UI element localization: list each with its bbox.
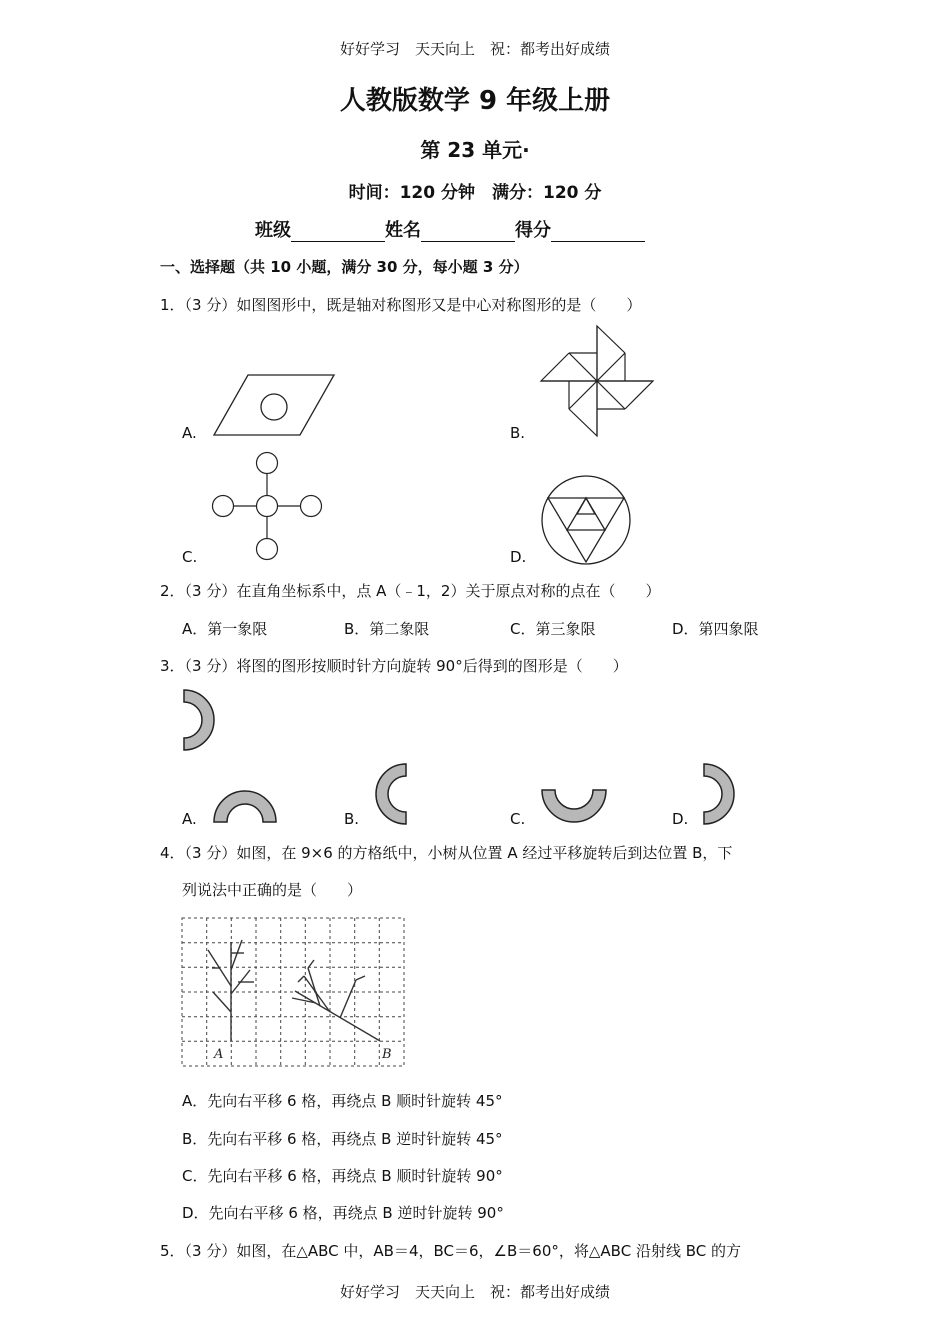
q4-option-d[interactable]: D．先向右平移 6 格，再绕点 B 逆时针旋转 90° (182, 1204, 504, 1222)
q3-figure-b-arc-left (372, 762, 410, 828)
q1-option-c-label[interactable]: C. (182, 548, 198, 566)
q4-stem-line1: 4．（3 分）如图，在 9×6 的方格纸中，小树从位置 A 经过平移旋转后到达位置 B，下 (160, 844, 733, 862)
q4-option-a[interactable]: A．先向右平移 6 格，再绕点 B 顺时针旋转 45° (182, 1092, 503, 1110)
q4-stem-line2: 列说法中正确的是（ ） (182, 881, 363, 899)
score-label: 得分 (515, 220, 551, 241)
section-heading: 一、选择题（共 10 小题，满分 30 分，每小题 3 分） (160, 258, 529, 276)
student-info-line (255, 216, 645, 242)
q3-option-c-label[interactable]: C. (510, 810, 526, 828)
q4-grid-tree-figure (180, 916, 408, 1068)
q2-option-b[interactable]: B．第二象限 (344, 620, 430, 638)
q4-option-b[interactable]: B．先向右平移 6 格，再绕点 B 逆时针旋转 45° (182, 1130, 503, 1148)
page-header: 好好学习 天天向上 祝：都考出好成绩 (339, 40, 610, 58)
q3-option-d-label[interactable]: D. (672, 810, 689, 828)
name-label: 姓名 (385, 220, 421, 241)
q5-stem: 5．（3 分）如图，在△ABC 中，AB＝4，BC＝6，∠B＝60°，将△ABC 沿射线 BC 的方 (160, 1242, 741, 1260)
q4-option-c[interactable]: C．先向右平移 6 格，再绕点 B 顺时针旋转 90° (182, 1167, 503, 1185)
q3-figure-d-arc-right (702, 762, 740, 828)
class-blank[interactable] (291, 223, 385, 242)
q1-option-d-label[interactable]: D. (510, 548, 527, 566)
q3-figure-c-arc-down (540, 788, 608, 824)
q2-option-d[interactable]: D．第四象限 (672, 620, 759, 638)
q4-label-a: A (214, 1047, 224, 1062)
q4-label-b: B (382, 1047, 392, 1062)
tree-a (208, 940, 254, 1041)
q2-stem: 2．（3 分）在直角坐标系中，点 A（﹣1，2）关于原点对称的点在（ ） (160, 582, 661, 600)
score-blank[interactable] (551, 223, 645, 242)
unit-subtitle: 第 23 单元· (420, 138, 530, 162)
q1-figure-a-parallelogram-circle (212, 372, 336, 438)
q3-figure-a-arc-up (212, 790, 278, 824)
q3-option-a-label[interactable]: A. (182, 810, 197, 828)
class-label: 班级 (255, 220, 291, 241)
time-score-line: 时间：120 分钟 满分：120 分 (348, 183, 602, 203)
q1-figure-b-pinwheel (539, 326, 655, 438)
q1-option-b-label[interactable]: B. (510, 424, 526, 442)
q2-option-c[interactable]: C．第三象限 (510, 620, 596, 638)
q1-figure-c-circles-cross (210, 452, 324, 562)
q2-option-a[interactable]: A．第一象限 (182, 620, 268, 638)
q1-figure-d-circle-triangles (540, 474, 632, 566)
name-blank[interactable] (421, 223, 515, 242)
q3-option-b-label[interactable]: B. (344, 810, 360, 828)
q1-stem: 1．（3 分）如图图形中，既是轴对称图形又是中心对称图形的是（ ） (160, 296, 642, 314)
q3-stem: 3．（3 分）将图的图形按顺时针方向旋转 90°后得到的图形是（ ） (160, 657, 628, 675)
q3-original-figure-arc (182, 688, 222, 752)
page-title: 人教版数学 9 年级上册 (339, 86, 611, 116)
page-footer: 好好学习 天天向上 祝：都考出好成绩 (339, 1283, 610, 1301)
q1-option-a-label[interactable]: A. (182, 424, 197, 442)
